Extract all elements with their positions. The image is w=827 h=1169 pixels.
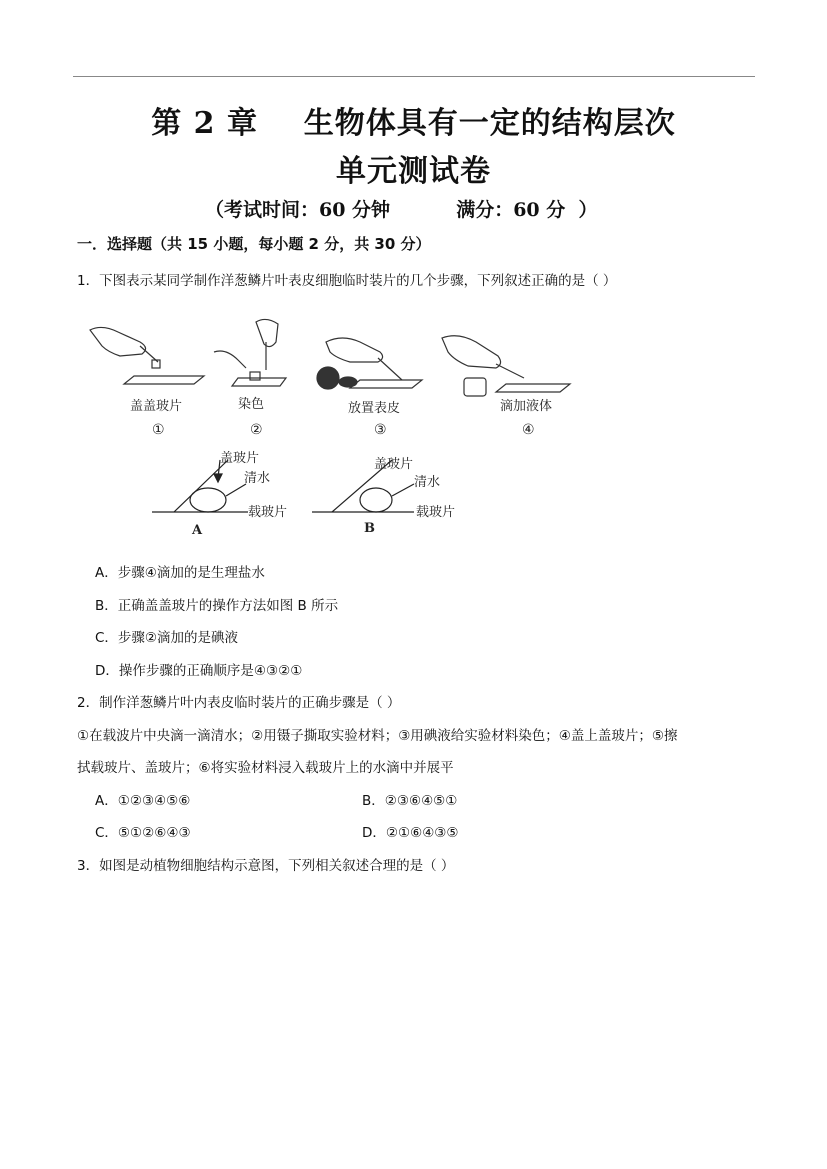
step-1-illustration: [90, 327, 204, 384]
step-label-1: 盖盖玻片: [130, 399, 183, 414]
step-number-1: ①: [152, 422, 165, 438]
question-2-body-line-2: 拭载玻片、盖玻片；⑥将实验材料浸入载玻片上的水滴中并展平: [77, 760, 454, 776]
diagram-b-label-water: 清水: [414, 475, 441, 490]
step-2-illustration: [214, 319, 286, 386]
question-3-stem: 3．如图是动植物细胞结构示意图，下列相关叙述合理的是（ ）: [77, 858, 455, 874]
diagram-b-label-slide: 载玻片: [416, 505, 456, 520]
step-number-4: ④: [522, 422, 535, 438]
diagram-b-label-coverslip: 盖玻片: [374, 457, 414, 472]
step-4-illustration: [442, 336, 570, 396]
question-2-stem: 2．制作洋葱鳞片叶内表皮临时装片的正确步骤是（ ）: [77, 695, 401, 711]
diagram-b-name: B: [364, 521, 375, 536]
question-2-option-d[interactable]: D．②①⑥④③⑤: [362, 825, 459, 841]
step-number-2: ②: [250, 422, 263, 438]
step-number-3: ③: [374, 422, 387, 438]
exam-info: （考试时间：60 分钟 满分：60 分 ）: [205, 199, 598, 221]
diagram-a-label-water: 清水: [244, 471, 271, 486]
question-2-option-b[interactable]: B．②③⑥④⑤①: [362, 793, 458, 809]
question-1-option-b[interactable]: B．正确盖盖玻片的操作方法如图 B 所示: [95, 598, 339, 614]
step-label-3: 放置表皮: [348, 401, 401, 416]
diagram-a-label-coverslip: 盖玻片: [220, 451, 260, 466]
question-1-option-a[interactable]: A．步骤④滴加的是生理盐水: [95, 565, 265, 581]
page-subtitle: 单元测试卷: [336, 154, 491, 189]
question-1-figure: [80, 312, 580, 544]
question-1-stem: 1．下图表示某同学制作洋葱鳞片叶表皮细胞临时装片的几个步骤，下列叙述正确的是（ ）: [77, 273, 617, 289]
step-3-illustration: [317, 338, 422, 389]
page-title: 第 2 章 生物体具有一定的结构层次: [151, 106, 676, 141]
question-2-option-c[interactable]: C．⑤①②⑥④③: [95, 825, 191, 841]
diagram-a-name: A: [192, 523, 203, 538]
section-heading: 一．选择题（共 15 小题，每小题 2 分，共 30 分）: [77, 235, 431, 253]
question-2-body-line-1: ①在载波片中央滴一滴清水；②用镊子撕取实验材料；③用碘液给实验材料染色；④盖上盖玻片；⑤擦: [77, 728, 678, 744]
header-rule: [73, 76, 755, 77]
diagram-a: [152, 460, 248, 512]
diagram-a-label-slide: 载玻片: [248, 505, 288, 520]
question-1-option-d[interactable]: D．操作步骤的正确顺序是④③②①: [95, 663, 303, 679]
question-2-option-a[interactable]: A．①②③④⑤⑥: [95, 793, 191, 809]
step-label-4: 滴加液体: [500, 399, 553, 414]
question-1-option-c[interactable]: C．步骤②滴加的是碘液: [95, 630, 239, 646]
step-label-2: 染色: [238, 397, 265, 412]
